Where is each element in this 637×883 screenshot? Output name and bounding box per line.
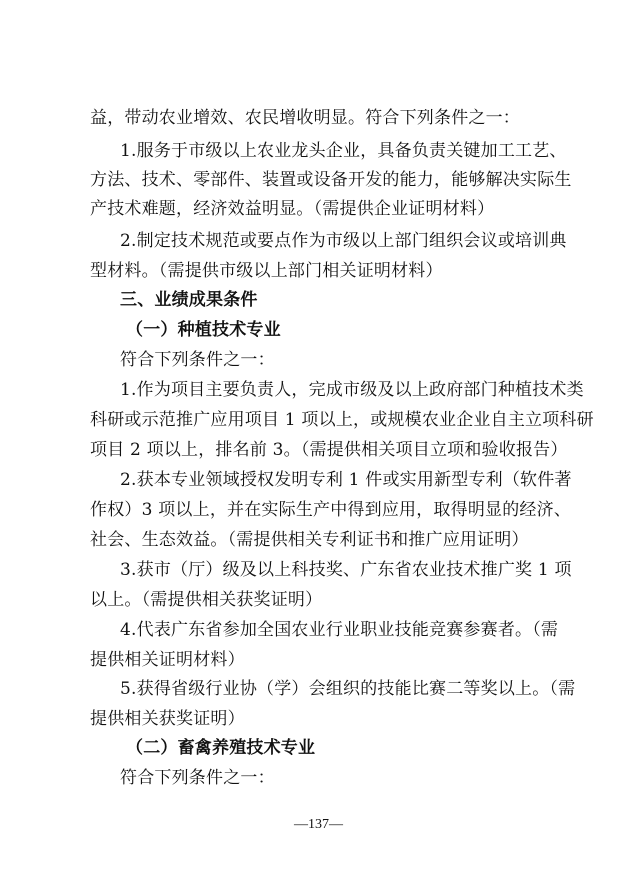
- paragraph-line: 1.服务于市级以上农业龙头企业，具备负责关键加工工艺、: [120, 141, 567, 161]
- paragraph-line: 以上。（需提供相关获奖证明）: [90, 590, 323, 610]
- paragraph-line: 5.获得省级行业协（学）会组织的技能比赛二等奖以上。（需: [120, 679, 576, 699]
- paragraph-line: 2.制定技术规范或要点作为市级以上部门组织会议或培训典: [120, 231, 567, 251]
- paragraph-line: 3.获市（厅）级及以上科技奖、广东省农业技术推广奖 1 项: [120, 560, 572, 580]
- paragraph-line: 4.代表广东省参加全国农业行业职业技能竞赛参赛者。（需: [120, 620, 559, 640]
- paragraph-line: 2.获本专业领域授权发明专利 1 件或实用新型专利（软件著: [120, 470, 572, 490]
- paragraph-line: 符合下列条件之一：: [120, 768, 275, 788]
- paragraph-line: 提供相关获奖证明）: [90, 709, 245, 729]
- paragraph-line: 型材料。（需提供市级以上部门相关证明材料）: [90, 261, 443, 281]
- paragraph-line: 方法、技术、零部件、装置或设备开发的能力，能够解决实际生: [90, 170, 572, 190]
- subsection-heading: （一）种植技术专业: [126, 320, 281, 340]
- paragraph-line: 社会、生态效益。（需提供相关专利证书和推广应用证明）: [90, 530, 529, 550]
- paragraph-line: 产技术难题，经济效益明显。（需提供企业证明材料）: [90, 199, 495, 219]
- subsection-heading: （二）畜禽养殖技术专业: [126, 738, 316, 758]
- section-heading: 三、业绩成果条件: [120, 290, 258, 310]
- paragraph-line: 项目 2 项以上，排名前 3。（需提供相关项目立项和验收报告）: [90, 440, 568, 460]
- paragraph-line: 提供相关证明材料）: [90, 650, 245, 670]
- paragraph-line: 作权）3 项以上，并在实际生产中得到应用，取得明显的经济、: [90, 500, 572, 520]
- paragraph-line: 益，带动农业增效、农民增收明显。符合下列条件之一：: [90, 108, 520, 128]
- paragraph-line: 科研或示范推广应用项目 1 项以上，或规模农业企业自主立项科研: [90, 410, 594, 430]
- paragraph-line: 符合下列条件之一：: [120, 350, 275, 370]
- page-number: —137—: [294, 817, 343, 832]
- paragraph-line: 1.作为项目主要负责人，完成市级及以上政府部门种植技术类: [120, 380, 584, 400]
